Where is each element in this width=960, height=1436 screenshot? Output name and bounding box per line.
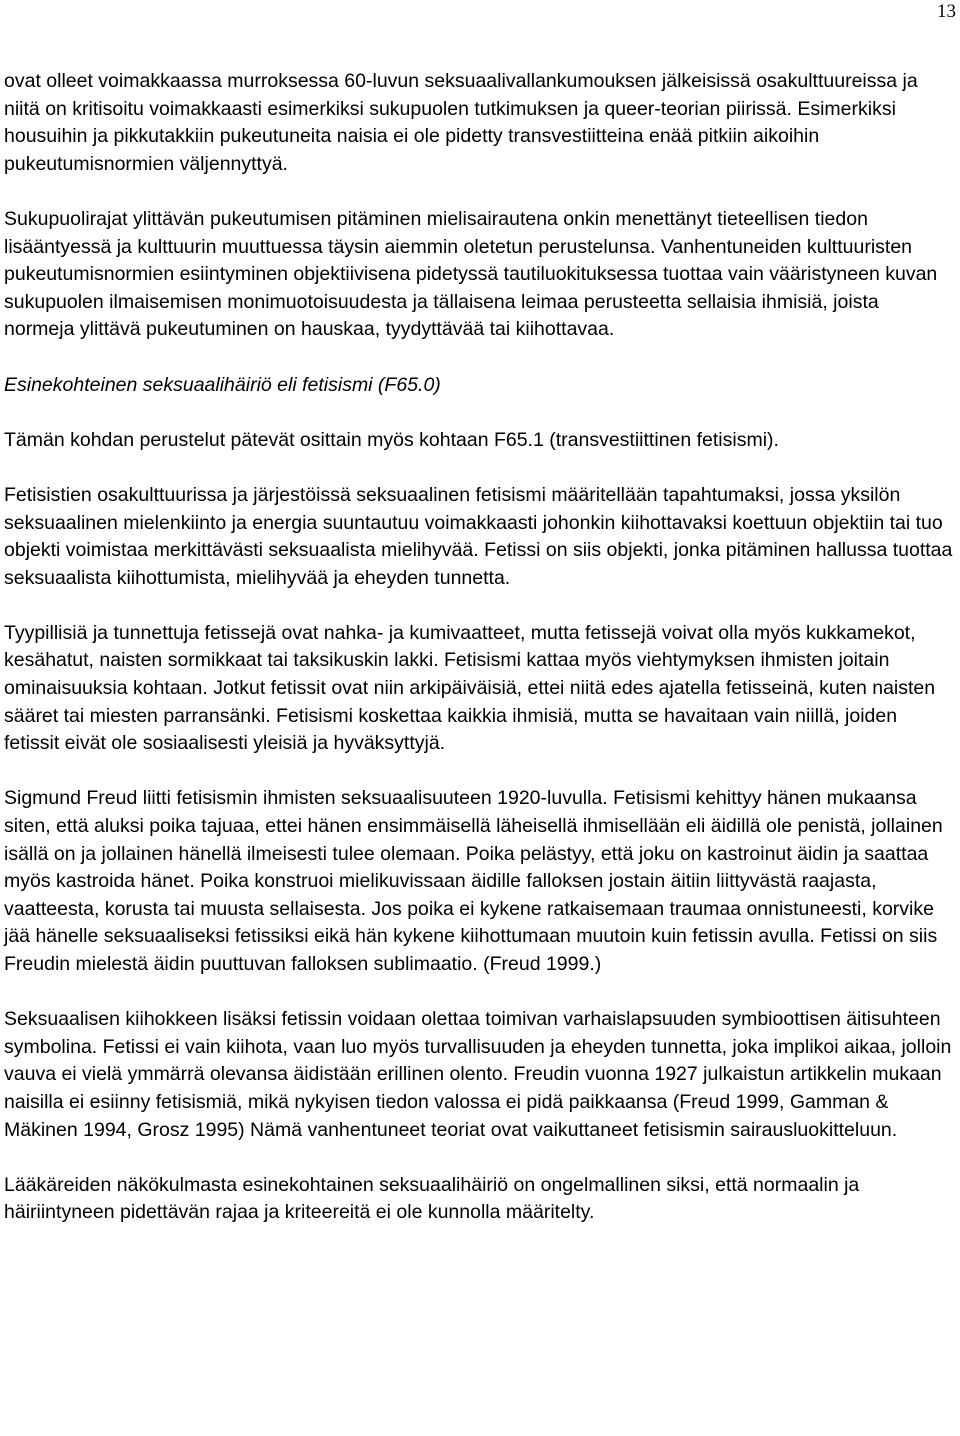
paragraph: Sigmund Freud liitti fetisismin ihmisten seksuaalisuuteen 1920-luvulla. Fetisismi kehittyy hänen mukaansa siten, että aluksi poika tajuaa, ettei hänen ensimmäisellä läheisellä ihmisellään eli äidillä ole penistä, jollainen isällä on ja jollainen hänellä ilmeisesti tulee olemaan. Poika pelästyy, että joku on kastroinut äidin ja saattaa myös kastroida hänet. Poika konstruoi mielikuvissaan äidille falloksen jostain äitiin liittyvästä raajasta, vaatteesta, korusta tai muusta sellaisesta. Jos poika ei kykene ratkaisemaan traumaa onnistuneesti, korvike jää hänelle seksuaaliseksi fetissiksi eikä hän kykene kiihottumaan muutoin kuin fetissin avulla. Fetissi on siis Freudin mielestä äidin puuttuvan falloksen sublimaatio. (Freud 1999.) xyxy=(4,787,943,975)
paragraph: Tämän kohdan perustelut pätevät osittain myös kohtaan F65.1 (transvestiittinen fetisismi). xyxy=(4,428,779,451)
paragraph: Lääkäreiden näkökulmasta esinekohtainen seksuaalihäiriö on ongelmallinen siksi, että normaalin ja häiriintyneen pidettävän rajaa ja kriteereitä ei ole kunnolla määritelty. xyxy=(4,1173,860,1224)
paragraph: Seksuaalisen kiihokkeen lisäksi fetissin voidaan olettaa toimivan varhaislapsuuden symbioottisen äitisuhteen symbolina. Fetissi ei vain kiihota, vaan luo myös turvallisuuden ja eheyden tunnetta, joka implikoi aikaa, jolloin vauva ei vielä ymmärrä olevansa äidistään erillinen olento. Freudin vuonna 1927 julkaistun artikkelin mukaan naisilla ei esiinny fetisismiä, mikä nykyisen tiedon valossa ei pidä paikkaansa (Freud 1999, Gamman & Mäkinen 1994, Grosz 1995) Nämä vanhentuneet teoriat ovat vaikuttaneet fetisismin sairausluokitteluun. xyxy=(4,1008,952,1141)
paragraph: Sukupuolirajat ylittävän pukeutumisen pitäminen mielisairautena onkin menettänyt tieteellisen tiedon lisääntyessä ja kulttuurin muuttuessa täysin aiemmin oletetun perustelunsa. Vanhentuneiden kulttuuristen pukeutumisnormien esiintyminen objektiivisena pidetyssä tautiluokituksessa tuottaa vain vääristyneen kuvan sukupuolen ilmaisemisen monimuotoisuudesta ja tällaisena leimaa perusteetta sellaisia ihmisiä, joista normeja ylittävä pukeutuminen on hauskaa, tyydyttävää tai kiihottavaa. xyxy=(4,207,938,341)
page-number: 13 xyxy=(937,1,956,22)
section-heading: Esinekohteinen seksuaalihäiriö eli fetisismi (F65.0) xyxy=(4,373,441,396)
paragraph: Fetisistien osakulttuurissa ja järjestöissä seksuaalinen fetisismi määritellään tapahtumaksi, jossa yksilön seksuaalinen mielenkiinto ja energia suuntautuu voimakkaasti johonkin kiihottavaksi koettuun objektiin tai tuo objekti voimistaa merkittävästi seksuaalista mielihyvää. Fetissi on siis objekti, jonka pitäminen hallussa tuottaa seksuaalista kiihottumista, mielihyvää ja eheyden tunnetta. xyxy=(4,483,953,589)
document-body xyxy=(4,68,954,1227)
paragraph: ovat olleet voimakkaassa murroksessa 60-luvun seksuaalivallankumouksen jälkeisissä osakulttuureissa ja niitä on kritisoitu voimakkaasti esimerkiksi sukupuolen tutkimuksen ja queer-teorian piirissä. Esimerkiksi housuihin ja pikkutakkiin pukeutuneita naisia ei ole pidetty transvestiitteina enää pitkiin aikoihin pukeutumisnormien väljennyttyä. xyxy=(4,70,918,175)
paragraph: Tyypillisiä ja tunnettuja fetissejä ovat nahka- ja kumivaatteet, mutta fetissejä voivat olla myös kukkamekot, kesähatut, naisten sormikkaat tai taksikuskin lakki. Fetisismi kattaa myös viehtymyksen ihmisten joitain ominaisuuksia kohtaan. Jotkut fetissit ovat niin arkipäiväisiä, ettei niitä edes ajatella fetisseinä, kuten naisten sääret tai miesten parransänki. Fetisismi koskettaa kaikkia ihmisiä, mutta se havaitaan vain niillä, joiden fetissit eivät ole sosiaalisesti yleisiä ja hyväksyttyjä. xyxy=(4,621,936,755)
